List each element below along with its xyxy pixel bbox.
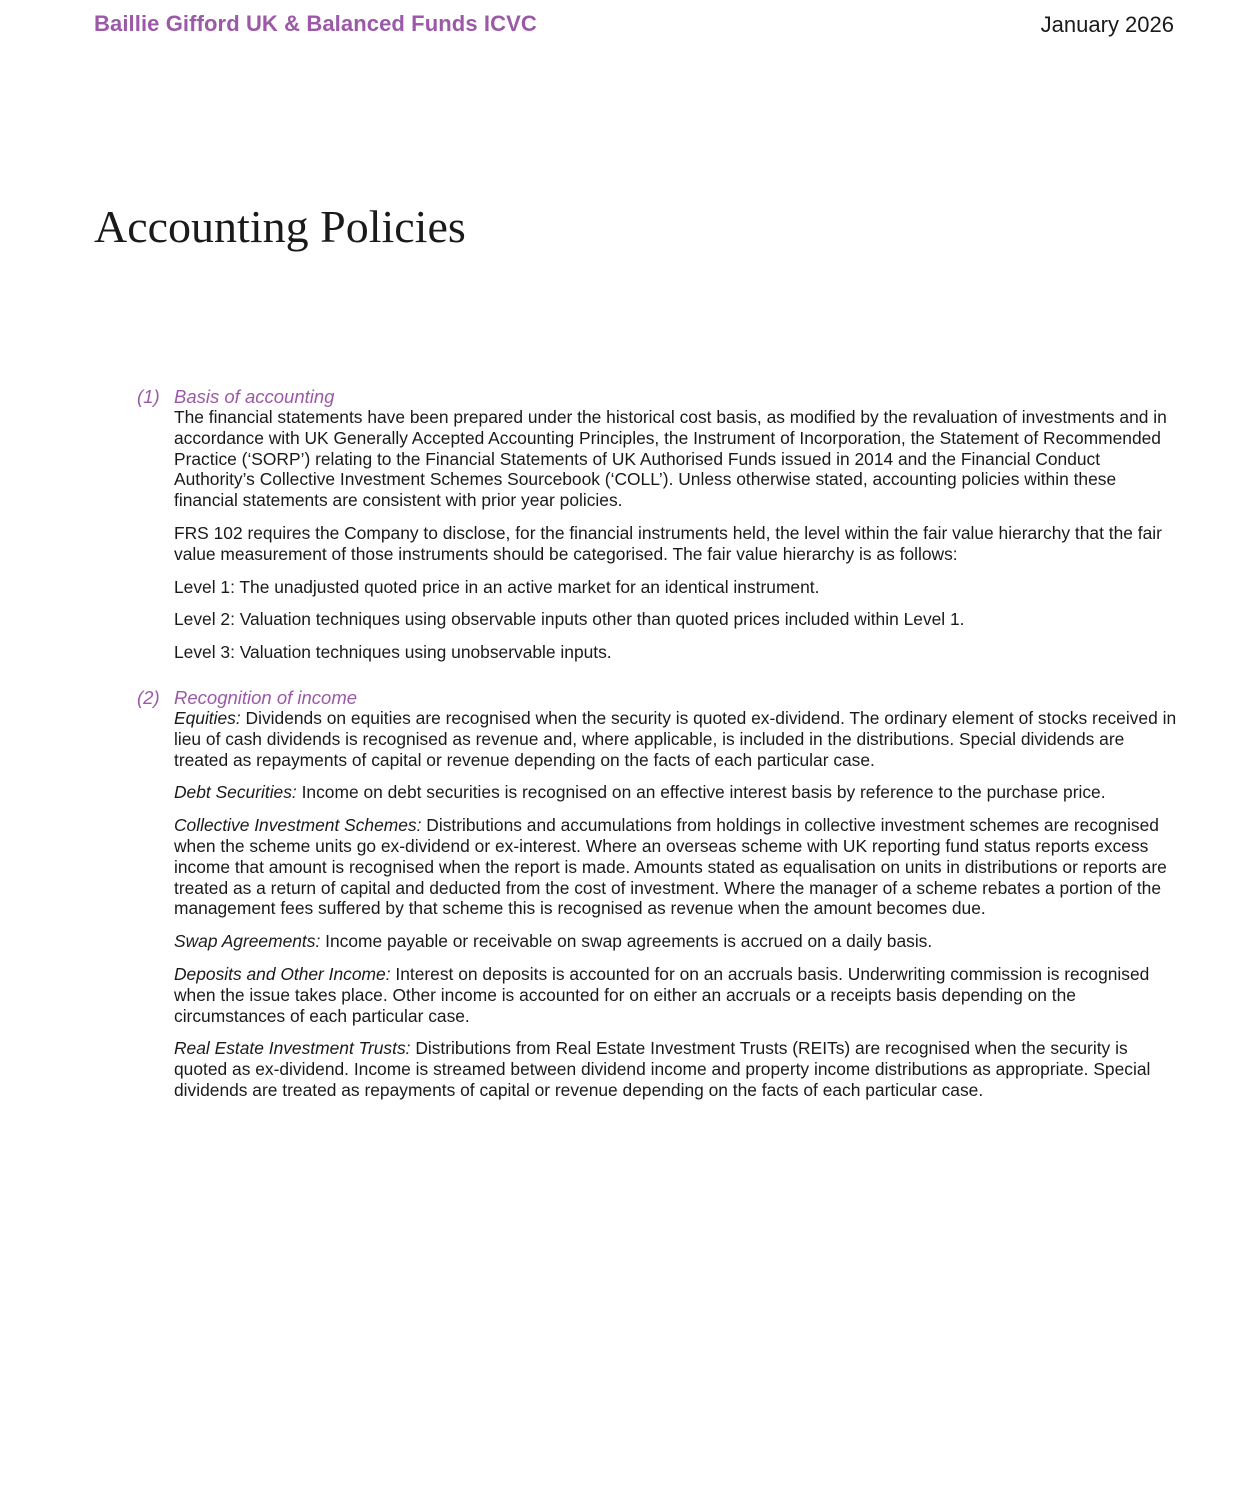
document-header-title: Baillie Gifford UK & Balanced Funds ICVC [94, 11, 537, 36]
paragraph [174, 642, 1177, 663]
paragraph-label: Real Estate Investment Trusts: [174, 1038, 411, 1059]
paragraph-debt-securities [174, 782, 1177, 803]
paragraph [174, 577, 1177, 598]
section-title: Basis of accounting [174, 386, 335, 407]
paragraph-text: Level 2: Valuation techniques using observable inputs other than quoted prices included within Level 1. [174, 609, 965, 630]
paragraph [174, 407, 1177, 511]
paragraph-reits [174, 1038, 1177, 1100]
section-body [174, 407, 1177, 663]
section-heading [137, 386, 1177, 407]
paragraph [174, 609, 1177, 630]
paragraph-text: Income on debt securities is recognised on an effective interest basis by reference to the purchase price. [296, 782, 1106, 803]
document-header-date: January 2026 [1040, 12, 1174, 37]
paragraph-equities [174, 708, 1177, 770]
section-basis-of-accounting [137, 386, 1177, 663]
paragraph-text: The financial statements have been prepared under the historical cost basis, as modified by the revaluation of investments and in accordance with UK Generally Accepted Accounting Principles, the Instrument of Incorporation, the Statement of Recommended Practice (‘SORP’) relating to the Financial Statements of UK Authorised Funds issued in 2014 and the Financial Conduct Authority’s Collective Investment Schemes Sourcebook (‘COLL’). Unless otherwise stated, accounting policies within these financial statements are consistent with prior year policies. [174, 407, 1167, 511]
paragraph [174, 523, 1177, 565]
paragraph-text: Interest on deposits is accounted for on an accruals basis. Underwriting commission is recognised when the issue takes place. Other income is accounted for on either an accruals or a receipts basis depending on the circumstances of each particular case. [174, 963, 1150, 1026]
paragraph-text: Level 1: The unadjusted quoted price in an active market for an identical instrument. [174, 576, 820, 597]
section-number: (2) [137, 686, 160, 708]
paragraph-label: Equities: [174, 707, 241, 728]
paragraph-collective-investment-schemes [174, 815, 1177, 919]
policies-content [137, 386, 1177, 1125]
section-number: (1) [137, 386, 160, 407]
page-title: Accounting Policies [94, 201, 466, 252]
paragraph-deposits-other-income [174, 964, 1177, 1026]
paragraph-text: Distributions from Real Estate Investment Trusts (REITs) are recognised when the security is quoted as ex-dividend. Income is streamed between dividend income and property income distributions as appropriate. Special dividends are treated as repayments of capital or revenue depending on the facts of each particular case. [174, 1038, 1151, 1100]
paragraph-label: Deposits and Other Income: [174, 963, 391, 984]
paragraph-swap-agreements [174, 931, 1177, 952]
section-body [174, 708, 1177, 1101]
paragraph-text: Distributions and accumulations from holdings in collective investment schemes are recognised when the scheme units go ex-dividend or ex-interest. Where an overseas scheme with UK reporting fund status reports excess income that amount is recognised when the report is made. Amounts stated as equalisation on units in distributions or reports are treated as a return of capital and deducted from the cost of investment. Where the manager of a scheme rebates a portion of the management fees suffered by that scheme this is recognised as revenue when the amount becomes due. [174, 815, 1167, 919]
paragraph-label: Swap Agreements: [174, 931, 321, 952]
paragraph-text: Level 3: Valuation techniques using unobservable inputs. [174, 642, 612, 663]
section-recognition-of-income [137, 687, 1177, 1101]
paragraph-text: Dividends on equities are recognised when the security is quoted ex-dividend. The ordinary element of stocks received in lieu of cash dividends is recognised as revenue and, where applicable, is included in the distributions. Special dividends are treated as repayments of capital or revenue depending on the facts of each particular case. [174, 707, 1177, 770]
paragraph-label: Debt Securities: [174, 782, 297, 803]
section-heading [137, 687, 1177, 708]
paragraph-text: FRS 102 requires the Company to disclose, for the financial instruments held, the level within the fair value hierarchy that the fair value measurement of those instruments should be categorised. The fair value hierarchy is as follows: [174, 522, 1162, 564]
paragraph-text: Income payable or receivable on swap agreements is accrued on a daily basis. [320, 931, 933, 952]
section-title: Recognition of income [174, 686, 358, 708]
paragraph-label: Collective Investment Schemes: [174, 815, 422, 836]
